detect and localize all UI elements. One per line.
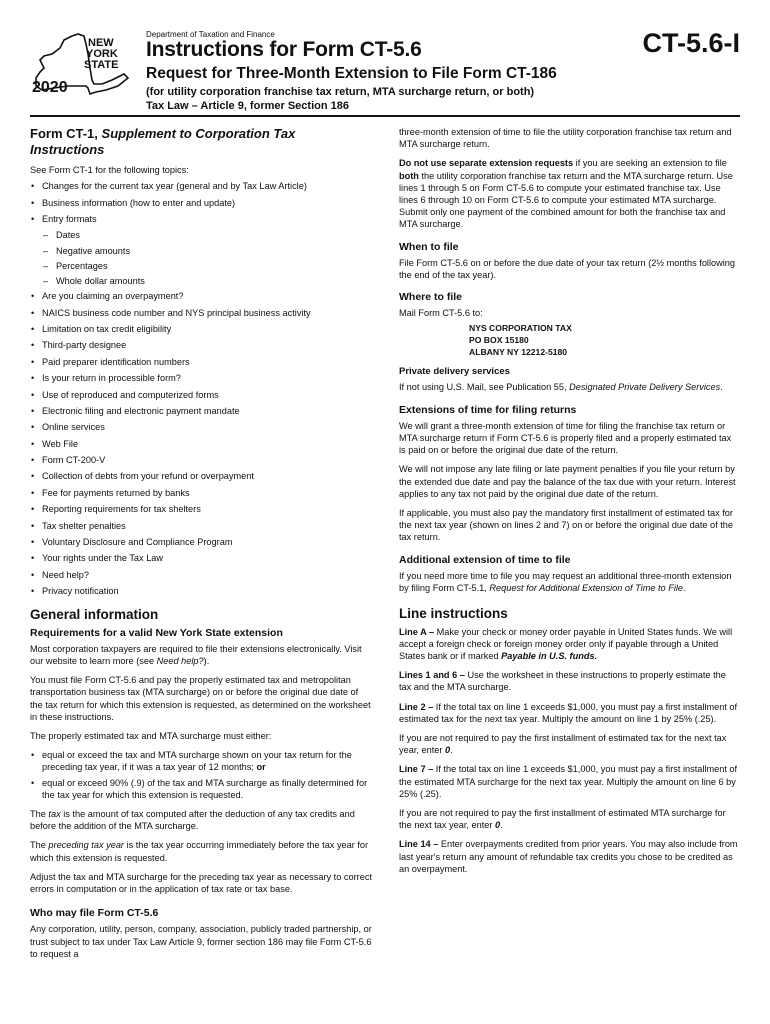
need-help-link[interactable]: Need help?: [156, 656, 204, 667]
private-delivery-text: If not using U.S. Mail, see Publication 55, Designated Private Delivery Services.: [399, 382, 723, 393]
when-to-file-text: File Form CT-5.6 on or before the due date of your tax return (2½ months following the end of the tax year).: [399, 257, 736, 281]
page-subtitle-scope: (for utility corporation franchise tax return, MTA surcharge return, or both): [146, 86, 535, 98]
address-line: PO BOX 15180: [469, 334, 529, 345]
ct1-intro: See Form CT-1 for the following topics:: [30, 165, 189, 175]
list-item: • Web File: [30, 438, 372, 450]
lines-1-6-instruction: Lines 1 and 6 – Use the worksheet in these instructions to properly estimate the tax and the MTA surcharge.: [399, 670, 726, 693]
list-item: • equal or exceed the tax and MTA surcharge shown on your tax return for the preceding tax year, if it was a tax year of 12 months; or: [30, 749, 372, 773]
list-item: • Need help?: [30, 569, 372, 581]
list-item: • Limitation on tax credit eligibility: [30, 323, 372, 335]
form-code: CT-5.6-I: [642, 28, 740, 58]
list-item: • Your rights under the Tax Law: [30, 552, 372, 564]
page-subtitle-law: Tax Law – Article 9, former Section 186: [146, 100, 349, 112]
address-line: ALBANY NY 12212-5180: [469, 347, 568, 358]
page-subtitle: Request for Three-Month Extension to File Form CT-186: [146, 65, 557, 82]
line-7-instruction: Line 7 – If the total tax on line 1 exceeds $1,000, you must pay a first installment of the estimated MTA surcharge for the next tax year. Multiply the amount on line 6 by 25% (.25).: [399, 764, 738, 799]
list-item: • Entry formats: [30, 213, 372, 225]
who-may-file-text: Any corporation, utility, person, company, association, publicly traded partnership, or trust subject to tax under Tax Law Article 9, former section 186 may file Form CT-5.6 to request a: [30, 924, 372, 959]
requirements-p2: You must file Form CT-5.6 and pay the properly estimated tax and metropolitan transportation business tax (MTA surcharge) on or before the original due date of the tax return for which this extension is requested, as determined on the worksheet in these instructions.: [30, 675, 371, 722]
line-2-not-required: If you are not required to pay the first installment of estimated tax for the next tax year, enter 0.: [399, 732, 727, 756]
header-divider: [30, 115, 740, 117]
list-subitem: – Negative amounts: [30, 245, 372, 257]
requirements-heading: Requirements for a valid New York State extension: [30, 626, 283, 639]
list-item: • Paid preparer identification numbers: [30, 356, 372, 368]
list-item: • Privacy notification: [30, 585, 372, 597]
logo-line1: NEW: [88, 37, 114, 49]
list-item: • Electronic filing and electronic payment mandate: [30, 405, 372, 417]
list-item: • equal or exceed 90% (.9) of the tax and MTA surcharge as finally determined for the tax year for which this extension is requested.: [30, 777, 372, 801]
list-subitem: – Percentages: [30, 260, 372, 272]
list-item: • Business information (how to enter and update): [30, 197, 372, 209]
ct1-topic-list: [30, 180, 372, 597]
ct1-heading: Form CT-1, Supplement to Corporation Tax Instructions: [30, 126, 296, 157]
tax-definition: The tax is the amount of tax computed after the deduction of any tax credits and before the addition of the MTA surcharge.: [30, 809, 355, 832]
extensions-p2: We will not impose any late filing or late payment penalties if you file your return by the extended due date and pay the balance of the tax due with your return. Interest applies to any tax not paid by the original due date of the return.: [399, 464, 736, 499]
department-name: Department of Taxation and Finance: [146, 30, 275, 39]
no-separate-requests: Do not use separate extension requests if you are seeking an extension to file both the utility corporation franchise tax return and the MTA surcharge return. Use lines 1 through 5 on Form CT-5.6 to compute your estimated franchise tax. Use lines 6 through 10 on Form CT-5.6 to compute your estimated MTA surcharge. Submit only one payment of the combined amount for both the franchise tax and MTA surcharge.: [399, 158, 733, 230]
list-item: • NAICS business code number and NYS principal business activity: [30, 307, 372, 319]
preceding-year-definition: The preceding tax year is the tax year occurring immediately before the tax year for which this extension is requested.: [30, 840, 369, 863]
page-title: Instructions for Form CT-5.6: [146, 38, 422, 61]
list-item: • Third-party designee: [30, 339, 372, 351]
list-item: • Are you claiming an overpayment?: [30, 290, 372, 302]
list-item: • Changes for the current tax year (general and by Tax Law Article): [30, 180, 372, 192]
list-item: • Collection of debts from your refund or overpayment: [30, 470, 372, 482]
continued-paragraph: three-month extension of time to file the utility corporation franchise tax return and MTA surcharge return.: [399, 127, 732, 150]
mailing-address: [469, 322, 739, 359]
list-item: • Voluntary Disclosure and Compliance Program: [30, 536, 372, 548]
extensions-heading: Extensions of time for filing returns: [399, 403, 577, 416]
list-item: • Tax shelter penalties: [30, 520, 372, 532]
logo-line3: STATE: [84, 59, 119, 71]
line-a-instruction: Line A – Make your check or money order payable in United States funds. We will accept a foreign check or foreign money order only if payable through a United States bank or if marked Payable in U.S. funds.: [399, 626, 733, 661]
list-item: • Online services: [30, 421, 372, 433]
list-item: • Fee for payments returned by banks: [30, 487, 372, 499]
where-to-file-heading: Where to file: [399, 291, 463, 304]
logo-line2: YORK: [86, 48, 118, 60]
line-14-instruction: Line 14 – Enter overpayments credited from prior years. You may also include from last year's return any amount of refundable tax credits you chose to be credited as an overpayment.: [399, 839, 738, 874]
extensions-p3: If applicable, you must also pay the mandatory first installment of estimated tax for the next tax year (shown on lines 2 and 7) on or before the original due date of the tax return.: [399, 508, 734, 543]
list-subitem: – Dates: [30, 229, 372, 241]
requirements-list: [30, 749, 372, 801]
list-item: • Is your return in processible form?: [30, 372, 372, 384]
nys-logo: [30, 30, 136, 102]
list-item: • Form CT-200-V: [30, 454, 372, 466]
additional-extension-text: If you need more time to file you may request an additional three-month extension by filing Form CT-5.1, Request for Additional Extension of Time to File.: [399, 570, 732, 594]
right-column: [399, 126, 739, 882]
line-instructions-heading: Line instructions: [399, 606, 508, 622]
address-line: NYS CORPORATION TAX: [469, 322, 572, 333]
logo-year: 2020: [32, 79, 68, 96]
private-delivery-heading: Private delivery services: [399, 366, 510, 378]
additional-extension-heading: Additional extension of time to file: [399, 553, 571, 566]
when-to-file-heading: When to file: [399, 240, 459, 253]
left-column: [30, 126, 372, 967]
where-to-file-text: Mail Form CT-5.6 to:: [399, 308, 483, 319]
adjust-paragraph: Adjust the tax and MTA surcharge for the preceding tax year as necessary to correct errors in computation or in the application of tax rate or tax base.: [30, 871, 372, 895]
line-7-not-required: If you are not required to pay the first installment of estimated MTA surcharge for the next tax year, enter 0.: [399, 807, 726, 831]
line-2-instruction: Line 2 – If the total tax on line 1 exceeds $1,000, you must pay a first installment of estimated tax for the next tax year. Multiply the amount on line 1 by 25% (.25).: [399, 701, 738, 724]
who-may-file-heading: Who may file Form CT-5.6: [30, 907, 159, 920]
requirements-p1: Most corporation taxpayers are required to file their extensions electronically. Visit our website to learn more (see Need help?).: [30, 643, 362, 667]
requirements-p3: The properly estimated tax and MTA surcharge must either:: [30, 731, 272, 742]
list-item: • Reporting requirements for tax shelters: [30, 503, 372, 515]
list-item: • Use of reproduced and computerized forms: [30, 389, 372, 401]
extensions-p1: We will grant a three-month extension of time for filing the franchise tax return or MTA surcharge return if Form CT-5.6 is properly filed and a properly estimated tax is paid on or before the original due date of the return.: [399, 420, 732, 456]
general-info-heading: General information: [30, 607, 159, 623]
list-subitem: – Whole dollar amounts: [30, 275, 372, 287]
